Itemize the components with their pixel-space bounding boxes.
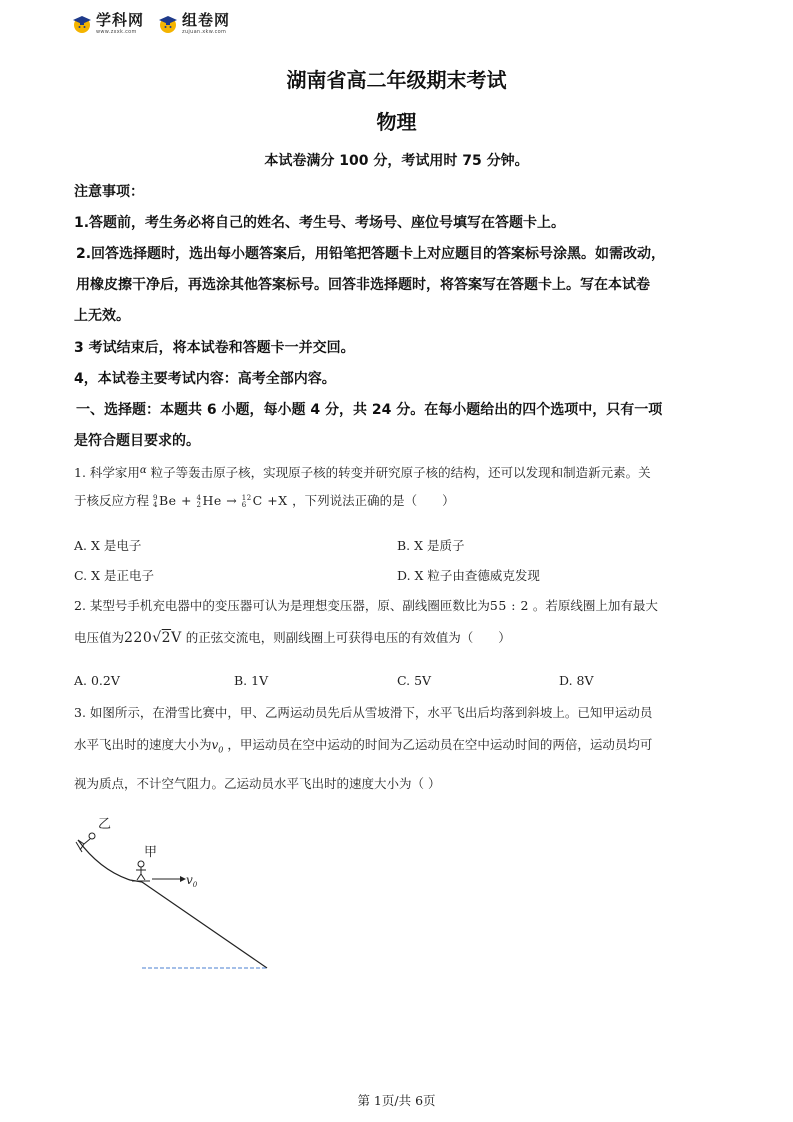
q2-text-a: 2. 某型号手机充电器中的变压器可认为是理想变压器，原、副线圈匝数比为 xyxy=(74,598,490,613)
label-jia: 甲 xyxy=(144,845,158,860)
note-3: 3 考试结束后，将本试卷和答题卡一并交回。 xyxy=(74,340,355,356)
q2-text-c: 电压值为 xyxy=(74,630,125,645)
zxxk-url: www.zxxk.com xyxy=(96,29,137,35)
plus-sign: + xyxy=(181,493,193,508)
peak-voltage: 220√2V xyxy=(124,630,182,646)
exam-info: 本试卷满分 100 分，考试用时 75 分钟。 xyxy=(264,153,529,169)
q2-text-b: 。若原线圈上加有最大 xyxy=(528,598,658,613)
x-particle: +X xyxy=(267,493,288,508)
graduation-cap-icon xyxy=(158,14,178,34)
exam-title: 湖南省高二年级期末考试 xyxy=(286,68,507,92)
label-yi: 乙 xyxy=(98,817,112,832)
page-number: 第 1页/共 6页 xyxy=(357,1093,436,1108)
q1-line1 xyxy=(74,463,651,481)
q1-text-c: 于核反应方程 xyxy=(74,493,150,508)
zxxk-name: 学科网 xyxy=(96,11,145,29)
zxxk-logo[interactable] xyxy=(72,13,144,35)
q3-text-b: ，甲运动员在空中运动的时间为乙运动员在空中运动时间的两倍，运动员均可 xyxy=(223,737,653,752)
be-indices: 9 4 xyxy=(153,493,158,509)
q1-option-b[interactable]: B. X 是质子 xyxy=(397,538,465,553)
reaction-arrow: → xyxy=(226,493,238,508)
note-1: 1.答题前，考生务必将自己的姓名、考生号、考场号、座位号填写在答题卡上。 xyxy=(74,215,566,231)
ski-slope-figure xyxy=(70,810,290,975)
q1-line2 xyxy=(74,491,455,509)
q2-line2 xyxy=(74,628,511,646)
note-2b: 用橡皮擦干净后，再选涂其他答案标号。回答非选择题时，将答案写在答题卡上。写在本试卷 xyxy=(76,277,650,293)
c-symbol: C xyxy=(252,493,263,508)
he-indices: 4 2 xyxy=(196,493,202,509)
turns-ratio: 55 : 2 xyxy=(489,598,529,613)
q2-option-a[interactable]: A. 0.2V xyxy=(74,673,120,688)
be-symbol: Be xyxy=(158,493,177,508)
q3-line1: 3. 如图所示，在滑雪比赛中，甲、乙两运动员先后从雪坡滑下，水平飞出后均落到斜坡上。已知甲运动员 xyxy=(74,705,653,720)
section1-line1: 一、选择题：本题共 6 小题，每小题 4 分，共 24 分。在每小题给出的四个选项中，只有一项 xyxy=(76,402,663,418)
section1-line2: 是符合题目要求的。 xyxy=(74,433,200,449)
q1-text-a: 1. 科学家用 xyxy=(74,465,140,480)
note-4: 4，本试卷主要考试内容：高考全部内容。 xyxy=(74,371,336,387)
header-logos xyxy=(72,10,230,38)
alpha-symbol: α xyxy=(139,465,147,476)
zujuan-name: 组卷网 xyxy=(182,11,231,29)
label-v0: $v_0$ xyxy=(186,873,198,889)
q2-option-d[interactable]: D. 8V xyxy=(559,673,594,688)
q2-line1 xyxy=(74,596,658,614)
q3-text-a: 水平飞出时的速度大小为 xyxy=(74,737,212,752)
graduation-cap-icon xyxy=(72,14,92,34)
note-2a: 2.回答选择题时，选出每小题答案后，用铅笔把答题卡上对应题目的答案标号涂黑。如需改动， xyxy=(76,246,666,262)
exam-subject: 物理 xyxy=(376,110,417,134)
q1-text-b: 粒子等轰击原子核，实现原子核的转变并研究原子核的结构，还可以发现和制造新元素。关 xyxy=(146,465,651,480)
c-indices: 12 6 xyxy=(241,493,252,509)
notes-heading: 注意事项： xyxy=(74,184,144,200)
q1-option-c[interactable]: C. X 是正电子 xyxy=(74,568,154,583)
q3-line2 xyxy=(74,735,652,754)
q1-option-d[interactable]: D. X 粒子由查德威克发现 xyxy=(397,568,540,583)
q2-option-b[interactable]: B. 1V xyxy=(234,673,269,688)
zujuan-url: zujuan.xkw.com xyxy=(182,29,227,35)
q1-text-d: ，下列说法正确的是（ ） xyxy=(292,493,455,508)
zujuan-logo[interactable] xyxy=(158,13,230,35)
q2-option-c[interactable]: C. 5V xyxy=(397,673,432,688)
nuclear-equation xyxy=(153,493,292,508)
q2-text-d: 的正弦交流电，则副线圈上可获得电压的有效值为（ ） xyxy=(181,630,511,645)
q3-line3: 视为质点，不计空气阻力。乙运动员水平飞出时的速度大小为（ ） xyxy=(74,776,441,791)
skier-jia-icon xyxy=(132,861,150,881)
he-symbol: He xyxy=(202,493,222,508)
note-2c: 上无效。 xyxy=(74,308,130,324)
incline-line xyxy=(142,882,267,968)
curved-slope xyxy=(78,840,142,882)
v0-symbol: $v_0$ xyxy=(211,738,224,755)
q1-option-a[interactable]: A. X 是电子 xyxy=(74,538,142,553)
